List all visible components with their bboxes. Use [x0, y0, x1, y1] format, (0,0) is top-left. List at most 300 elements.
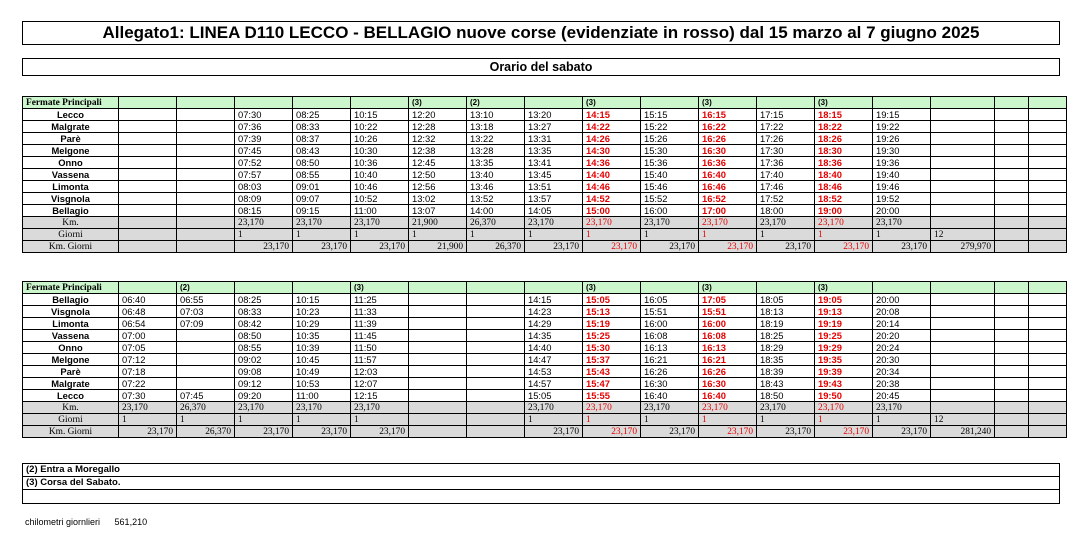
table-cell [467, 390, 525, 402]
table-cell: 23,170 [119, 426, 177, 438]
table-cell [235, 97, 293, 109]
table-cell: (3) [583, 97, 641, 109]
table-cell: 07:18 [119, 366, 177, 378]
table-cell: 1 [467, 229, 525, 241]
table-cell: 14:35 [525, 330, 583, 342]
table-cell: (3) [699, 282, 757, 294]
table-cell [177, 97, 235, 109]
table-cell: 23,170 [293, 217, 351, 229]
table-cell [641, 97, 699, 109]
table-cell: 15:25 [583, 330, 641, 342]
table-cell [119, 97, 177, 109]
table-cell [177, 109, 235, 121]
table-cell [293, 97, 351, 109]
table-row [23, 121, 1067, 133]
row-label: Visgnola [23, 193, 119, 205]
table-cell: 23,170 [757, 426, 815, 438]
table-cell: 23,170 [757, 217, 815, 229]
table-cell: 1 [525, 414, 583, 426]
row-label: Km. Giorni [23, 426, 119, 438]
table-cell [409, 366, 467, 378]
table-cell: 23,170 [293, 426, 351, 438]
table-cell: 16:00 [641, 318, 699, 330]
table-cell: 17:36 [757, 157, 815, 169]
table-cell: 15:26 [641, 133, 699, 145]
table-cell: 23,170 [873, 402, 931, 414]
table-cell [931, 330, 995, 342]
table-cell: 18:52 [815, 193, 873, 205]
table-cell [995, 402, 1029, 414]
table-cell [119, 205, 177, 217]
table-cell: 14:00 [467, 205, 525, 217]
table-cell: 21,900 [409, 241, 467, 253]
table-cell [177, 330, 235, 342]
table-cell: 18:15 [815, 109, 873, 121]
table-cell: 16:13 [699, 342, 757, 354]
table-cell: 10:49 [293, 366, 351, 378]
table-cell: 10:36 [351, 157, 409, 169]
table-cell: 20:14 [873, 318, 931, 330]
table-cell [757, 282, 815, 294]
table-cell: 1 [699, 229, 757, 241]
table-cell: 12:28 [409, 121, 467, 133]
table-cell: 18:05 [757, 294, 815, 306]
row-label: Vassena [23, 330, 119, 342]
table-row [23, 133, 1067, 145]
table-cell: 15:22 [641, 121, 699, 133]
table-cell: 10:39 [293, 342, 351, 354]
table-cell: 16:21 [641, 354, 699, 366]
table-cell [177, 354, 235, 366]
table-row [23, 157, 1067, 169]
note-line: (2) Entra a Moregallo [23, 464, 1059, 477]
table-cell: 15:51 [699, 306, 757, 318]
table-cell: 08:15 [235, 205, 293, 217]
table-cell [119, 157, 177, 169]
table-cell [467, 306, 525, 318]
table-cell [995, 330, 1029, 342]
table-cell: 19:43 [815, 378, 873, 390]
table-cell [1029, 330, 1067, 342]
table-cell [467, 330, 525, 342]
table-cell: 07:05 [119, 342, 177, 354]
table-cell: 26,370 [177, 426, 235, 438]
table-cell [641, 282, 699, 294]
table-cell [409, 390, 467, 402]
table-cell: 11:33 [351, 306, 409, 318]
table-cell [525, 97, 583, 109]
table-cell [177, 157, 235, 169]
table-cell [1029, 109, 1067, 121]
table-row [23, 109, 1067, 121]
table-cell [931, 169, 995, 181]
table-cell: 1 [293, 229, 351, 241]
table-cell [177, 229, 235, 241]
table-cell: 10:22 [351, 121, 409, 133]
table-cell: 19:40 [873, 169, 931, 181]
table-cell: 18:30 [815, 145, 873, 157]
table-cell: 09:15 [293, 205, 351, 217]
table-cell [931, 294, 995, 306]
table-cell: 10:26 [351, 133, 409, 145]
table-cell: 1 [873, 414, 931, 426]
table-cell: 19:36 [873, 157, 931, 169]
table-cell: 16:13 [641, 342, 699, 354]
table-cell: 1 [641, 229, 699, 241]
table-cell [931, 145, 995, 157]
table-cell [995, 97, 1029, 109]
table-cell: 1 [757, 414, 815, 426]
table-cell: 23,170 [641, 217, 699, 229]
timetable-lecco-bellagio [22, 96, 1067, 253]
table-cell [409, 378, 467, 390]
table-cell: 12:07 [351, 378, 409, 390]
table-row [23, 390, 1067, 402]
table-cell: 11:39 [351, 318, 409, 330]
table-cell: 1 [873, 229, 931, 241]
table-cell [177, 133, 235, 145]
table-cell: 23,170 [583, 241, 641, 253]
table-cell: 1 [699, 414, 757, 426]
table-cell [1029, 282, 1067, 294]
table-cell: 16:36 [699, 157, 757, 169]
table-cell: 19:29 [815, 342, 873, 354]
table-cell: 11:57 [351, 354, 409, 366]
table-cell [467, 294, 525, 306]
table-cell [119, 217, 177, 229]
table-cell: 10:35 [293, 330, 351, 342]
table-cell: 23,170 [351, 241, 409, 253]
table-cell: 17:00 [699, 205, 757, 217]
table-cell: 23,170 [699, 402, 757, 414]
table-cell: 1 [641, 414, 699, 426]
table-cell: 14:29 [525, 318, 583, 330]
table-cell: 12:03 [351, 366, 409, 378]
table-cell: 10:30 [351, 145, 409, 157]
table-row [23, 318, 1067, 330]
table-cell [931, 306, 995, 318]
table-cell [1029, 318, 1067, 330]
row-label: Malgrate [23, 121, 119, 133]
table-cell: 15:00 [583, 205, 641, 217]
table-cell [1029, 169, 1067, 181]
table-cell: 1 [583, 229, 641, 241]
table-cell [1029, 157, 1067, 169]
row-label: Km. Giorni [23, 241, 119, 253]
table-cell: 23,170 [293, 241, 351, 253]
row-label: Onno [23, 157, 119, 169]
table-cell: 14:47 [525, 354, 583, 366]
table-cell [995, 169, 1029, 181]
row-label: Melgone [23, 354, 119, 366]
table-cell [119, 133, 177, 145]
page-title: Allegato1: LINEA D110 LECCO - BELLAGIO nuove corse (evidenziate in rosso) dal 15 marzo al 7 giugno 2025 [22, 21, 1060, 45]
table-cell: 16:21 [699, 354, 757, 366]
table-cell: 20:08 [873, 306, 931, 318]
table-cell: 14:46 [583, 181, 641, 193]
table-cell: 13:45 [525, 169, 583, 181]
table-cell: 08:37 [293, 133, 351, 145]
table-cell [119, 109, 177, 121]
table-cell [409, 306, 467, 318]
table-cell: 13:35 [525, 145, 583, 157]
table-cell: 18:40 [815, 169, 873, 181]
table-cell [177, 241, 235, 253]
table-cell [1029, 402, 1067, 414]
table-cell: 07:45 [177, 390, 235, 402]
table-cell: 16:00 [641, 205, 699, 217]
table-cell: 18:13 [757, 306, 815, 318]
table-cell: 15:52 [641, 193, 699, 205]
table-cell [119, 145, 177, 157]
table-cell [931, 390, 995, 402]
table-cell [1029, 390, 1067, 402]
table-cell: 23,170 [235, 217, 293, 229]
table-cell: 16:46 [699, 181, 757, 193]
table-cell [467, 318, 525, 330]
table-cell: 14:22 [583, 121, 641, 133]
table-cell: 15:51 [641, 306, 699, 318]
table-cell [467, 378, 525, 390]
table-cell: 19:25 [815, 330, 873, 342]
row-label: Malgrate [23, 378, 119, 390]
table-cell: 10:52 [351, 193, 409, 205]
table-cell: 14:26 [583, 133, 641, 145]
table-header-row [23, 282, 1067, 294]
table-cell [995, 390, 1029, 402]
table-cell: 15:37 [583, 354, 641, 366]
table-cell: (3) [583, 282, 641, 294]
table-cell [1029, 366, 1067, 378]
table-cell: 07:30 [119, 390, 177, 402]
table-cell [177, 121, 235, 133]
table-cell: 20:38 [873, 378, 931, 390]
table-cell: 23,170 [873, 241, 931, 253]
table-cell: 18:22 [815, 121, 873, 133]
note-line: (3) Corsa del Sabato. [23, 477, 1059, 490]
table-cell [409, 330, 467, 342]
table-cell [1029, 181, 1067, 193]
table-cell: 06:55 [177, 294, 235, 306]
footer-value: 561,210 [114, 517, 148, 527]
table-cell: 1 [235, 414, 293, 426]
table-cell: 26,370 [177, 402, 235, 414]
table-cell: 13:07 [409, 205, 467, 217]
table-row [23, 330, 1067, 342]
table-cell: 10:46 [351, 181, 409, 193]
table-cell: 23,170 [815, 426, 873, 438]
table-cell [931, 318, 995, 330]
table-row [23, 205, 1067, 217]
table-cell [177, 378, 235, 390]
table-cell: 18:46 [815, 181, 873, 193]
table-cell: 1 [351, 414, 409, 426]
table-cell: 17:05 [699, 294, 757, 306]
table-row [23, 378, 1067, 390]
table-cell [931, 366, 995, 378]
table-cell [995, 414, 1029, 426]
table-cell: 12:20 [409, 109, 467, 121]
table-cell [1029, 133, 1067, 145]
table-cell: 1 [815, 414, 873, 426]
table-cell: 07:09 [177, 318, 235, 330]
table-cell [409, 294, 467, 306]
table-cell: 23,170 [583, 426, 641, 438]
table-cell: 14:15 [525, 294, 583, 306]
table-cell: 09:01 [293, 181, 351, 193]
table-cell: 07:22 [119, 378, 177, 390]
table-cell: 23,170 [119, 402, 177, 414]
table-cell: 08:33 [293, 121, 351, 133]
table-cell [177, 205, 235, 217]
table-cell: 07:00 [119, 330, 177, 342]
table-cell: 17:26 [757, 133, 815, 145]
table-cell: 20:20 [873, 330, 931, 342]
table-cell: 19:05 [815, 294, 873, 306]
table-cell: 13:31 [525, 133, 583, 145]
row-label: Bellagio [23, 205, 119, 217]
table-cell: 18:00 [757, 205, 815, 217]
row-label: Vassena [23, 169, 119, 181]
km-giorni-row [23, 426, 1067, 438]
table-cell [1029, 205, 1067, 217]
table-cell [235, 282, 293, 294]
table-cell: 08:42 [235, 318, 293, 330]
table-cell: 23,170 [873, 426, 931, 438]
table-cell: 19:52 [873, 193, 931, 205]
table-cell: 07:52 [235, 157, 293, 169]
table-cell: 08:25 [293, 109, 351, 121]
table-cell: 18:29 [757, 342, 815, 354]
table-cell: 15:30 [583, 342, 641, 354]
table-cell: 16:00 [699, 318, 757, 330]
table-cell: 16:52 [699, 193, 757, 205]
table-cell: 19:30 [873, 145, 931, 157]
table-row [23, 366, 1067, 378]
table-cell: 19:26 [873, 133, 931, 145]
table-cell [177, 366, 235, 378]
table-cell [931, 97, 995, 109]
table-cell [409, 426, 467, 438]
table-cell: 23,170 [525, 241, 583, 253]
table-cell [995, 145, 1029, 157]
table-cell: 23,170 [235, 426, 293, 438]
table-cell [995, 294, 1029, 306]
table-cell: 16:26 [641, 366, 699, 378]
table-cell: 14:36 [583, 157, 641, 169]
table-cell: 23,170 [351, 426, 409, 438]
row-label: Giorni [23, 229, 119, 241]
table-cell: 12:50 [409, 169, 467, 181]
table-cell [1029, 306, 1067, 318]
table-cell: 13:20 [525, 109, 583, 121]
table-cell: 16:40 [699, 390, 757, 402]
table-cell [995, 217, 1029, 229]
table-cell: 18:26 [815, 133, 873, 145]
table-cell [177, 169, 235, 181]
table-cell [177, 342, 235, 354]
table-row [23, 342, 1067, 354]
table-cell [995, 366, 1029, 378]
row-label: Bellagio [23, 294, 119, 306]
km-row [23, 217, 1067, 229]
table-cell: 08:43 [293, 145, 351, 157]
table-cell: 20:30 [873, 354, 931, 366]
table-cell: 1 [235, 229, 293, 241]
table-cell: 15:55 [583, 390, 641, 402]
table-cell: 13:27 [525, 121, 583, 133]
table-cell: 16:26 [699, 366, 757, 378]
table-cell [1029, 342, 1067, 354]
table-cell: 07:30 [235, 109, 293, 121]
table-header-row [23, 97, 1067, 109]
table-cell: (3) [699, 97, 757, 109]
giorni-row [23, 414, 1067, 426]
table-cell: 18:43 [757, 378, 815, 390]
table-cell: 20:34 [873, 366, 931, 378]
row-label: Km. [23, 217, 119, 229]
table-cell: 17:46 [757, 181, 815, 193]
table-cell: 08:55 [235, 342, 293, 354]
table-cell: 19:35 [815, 354, 873, 366]
table-cell [995, 342, 1029, 354]
table-cell: 23,170 [641, 426, 699, 438]
table-cell: 1 [757, 229, 815, 241]
table-cell: 14:40 [583, 169, 641, 181]
table-cell: 15:05 [525, 390, 583, 402]
table-cell [995, 318, 1029, 330]
table-cell: 18:35 [757, 354, 815, 366]
table-cell: 10:23 [293, 306, 351, 318]
table-cell [409, 342, 467, 354]
table-cell: 09:07 [293, 193, 351, 205]
table-cell: 23,170 [873, 217, 931, 229]
table-row [23, 181, 1067, 193]
table-cell: 12:38 [409, 145, 467, 157]
table-cell: 12 [931, 229, 995, 241]
table-cell: 15:30 [641, 145, 699, 157]
table-cell: 10:15 [351, 109, 409, 121]
table-cell [1029, 241, 1067, 253]
table-cell: 16:08 [641, 330, 699, 342]
table-cell [467, 402, 525, 414]
km-row [23, 402, 1067, 414]
table-cell: 07:36 [235, 121, 293, 133]
table-cell: 1 [293, 414, 351, 426]
table-cell [995, 193, 1029, 205]
table-cell: 16:30 [641, 378, 699, 390]
table-cell [119, 181, 177, 193]
table-cell: 23,170 [815, 217, 873, 229]
table-cell: 23,170 [351, 217, 409, 229]
table-row [23, 193, 1067, 205]
table-cell: 19:46 [873, 181, 931, 193]
table-cell [409, 402, 467, 414]
table-cell [351, 97, 409, 109]
table-cell: 279,970 [931, 241, 995, 253]
table-cell: 11:00 [351, 205, 409, 217]
table-cell: 13:10 [467, 109, 525, 121]
table-cell [119, 193, 177, 205]
table-cell: 18:36 [815, 157, 873, 169]
row-label: Km. [23, 402, 119, 414]
table-cell [1029, 229, 1067, 241]
table-cell: 1 [583, 414, 641, 426]
table-cell: 1 [525, 229, 583, 241]
table-cell [467, 354, 525, 366]
table-cell: 08:33 [235, 306, 293, 318]
row-label: Visgnola [23, 306, 119, 318]
